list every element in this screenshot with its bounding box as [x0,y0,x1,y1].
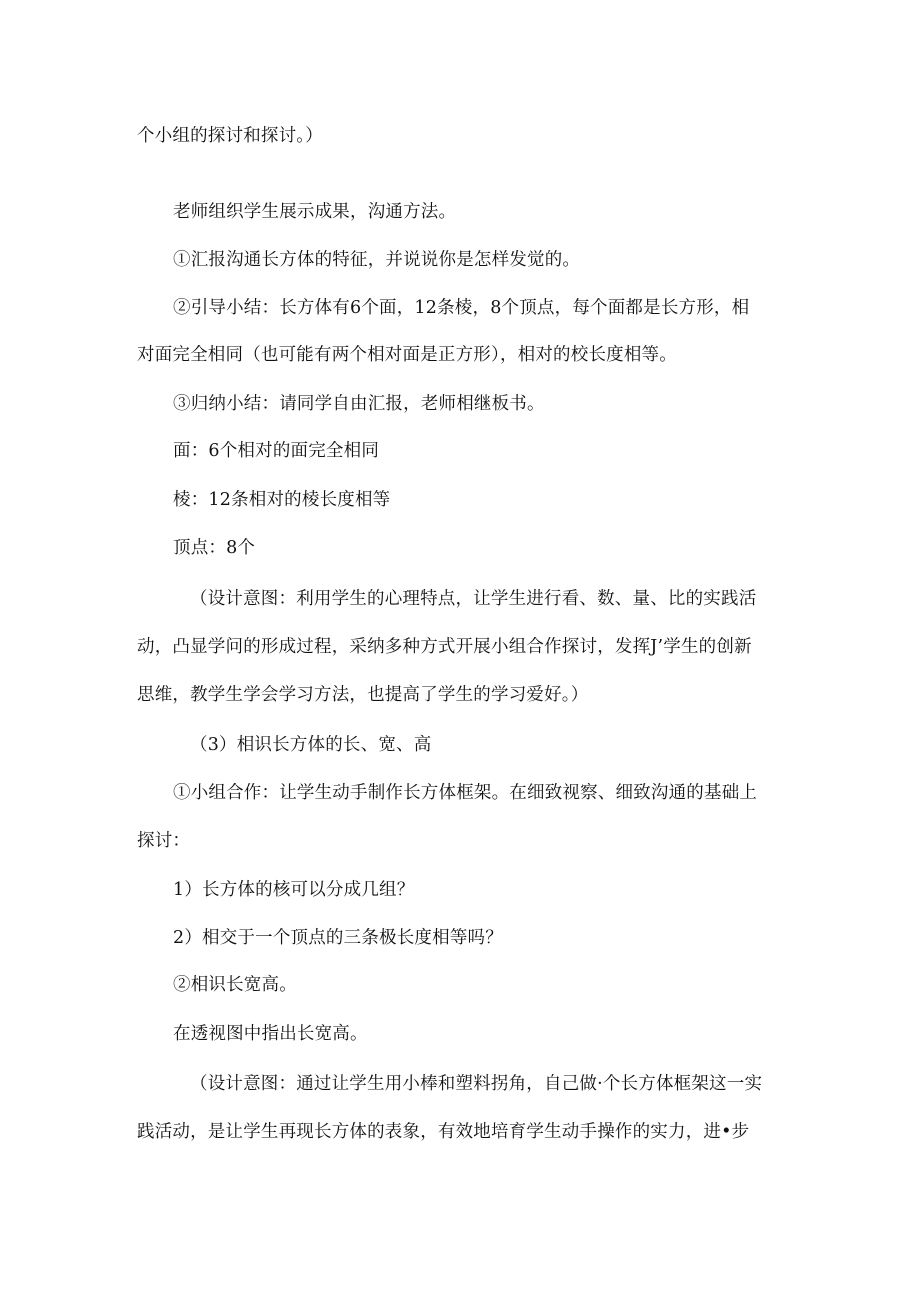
text-line: 老师组织学生展示成果，沟通方法。 [173,202,457,222]
text-line: ③归纳小结：请同学自由汇报，老师相继板书。 [173,394,545,414]
text-line: 面：6个相对的面完全相同 [173,441,380,461]
text-line: （设计意图：利用学生的心理特点，让学生进行看、数、量、比的实践活 [190,589,757,609]
text-line: 个小组的探讨和探讨。） [137,126,323,146]
text-line: 顶点：8个 [173,538,256,558]
text-line: 1）长方体的核可以分成几组？ [173,880,415,900]
text-line: ①汇报沟通长方体的特征，并说说你是怎样发觉的。 [173,250,581,270]
text-line: ②引导小结：长方体有6个面，12条棱，8个顶点，每个面都是长方形，相 [173,298,750,318]
text-line: 对面完全相同（也可能有两个相对面是正方形），相对的校长度相等。 [137,345,677,365]
text-line: 思维，教学生学会学习方法，也提高了学生的学习爱好。） [137,685,589,705]
text-line: 2）相交于一个顶点的三条极长度相等吗？ [173,928,503,948]
text-line: 棱：12条相对的棱长度相等 [173,490,391,510]
text-line: 探讨： [137,831,191,851]
text-line: 践活动，是让学生再现长方体的表象，有效地培育学生动手操作的实力，进•步 [137,1122,750,1142]
text-line: 在透视图中指出长宽高。 [173,1024,368,1044]
text-line: ②相识长宽高。 [173,975,297,995]
text-line: （设计意图：通过让学生用小棒和塑料拐角，自己做·个长方体框架这一实 [190,1074,763,1094]
section-heading: （3）相识长方体的长、宽、高 [190,735,432,755]
text-line: ①小组合作：让学生动手制作长方体框架。在细致视察、细致沟通的基础上 [173,783,758,803]
text-line: 动，凸显学问的形成过程，采纳多种方式开展小组合作探讨，发挥J’学生的创新 [137,637,752,657]
